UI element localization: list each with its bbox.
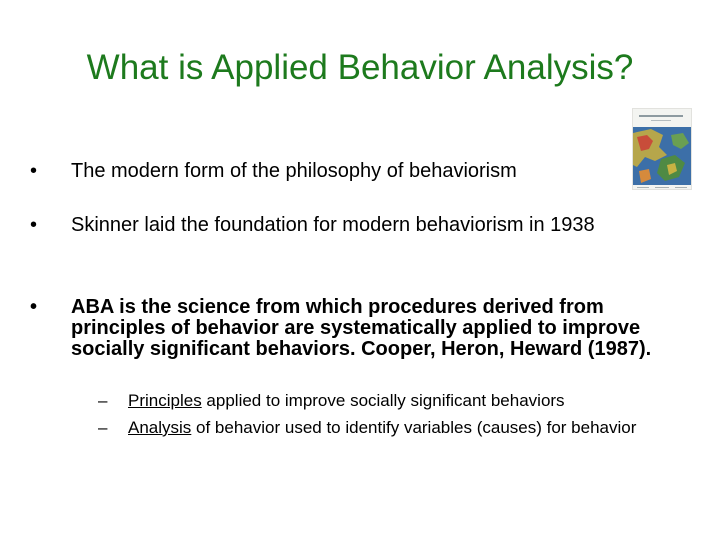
sub-bullet-item xyxy=(98,392,565,410)
bullet-item xyxy=(30,215,670,236)
bullet-dot: • xyxy=(30,160,38,182)
bullet-text: ABA is the science from which procedures derived from principles of behavior are systematically applied to improve socially significant behaviors. Cooper, Heron, Heward (1987). xyxy=(71,296,652,360)
book-cover-thumbnail xyxy=(632,108,692,190)
sub-bullet-dash: – xyxy=(98,391,108,410)
sub-bullet-body: applied to improve socially significant behaviors xyxy=(201,391,565,410)
map-image-icon xyxy=(633,127,691,185)
thumbnail-caption-line xyxy=(675,187,687,188)
thumbnail-caption-line xyxy=(637,187,649,188)
sub-bullet-text xyxy=(128,392,565,410)
sub-bullet-keyword: Analysis xyxy=(128,418,192,437)
bullet-dot: • xyxy=(30,214,38,236)
sub-bullet-body: of behavior used to identify variables (causes) for behavior xyxy=(191,418,637,437)
bullet-item xyxy=(30,297,670,360)
sub-bullet-keyword: Principles xyxy=(128,391,202,410)
bullet-dot: • xyxy=(30,296,38,318)
thumbnail-subtitle-line xyxy=(651,120,671,121)
bullet-text: Skinner laid the foundation for modern behaviorism in 1938 xyxy=(71,214,595,236)
thumbnail-title-line xyxy=(639,115,683,117)
bullet-item xyxy=(30,158,517,184)
sub-bullet-text xyxy=(128,419,678,437)
bullet-text: The modern form of the philosophy of behaviorism xyxy=(71,160,517,182)
sub-bullet-dash: – xyxy=(98,418,108,437)
slide-title: What is Applied Behavior Analysis? xyxy=(86,48,634,87)
sub-bullet-item xyxy=(98,419,678,437)
thumbnail-caption-line xyxy=(655,187,669,188)
